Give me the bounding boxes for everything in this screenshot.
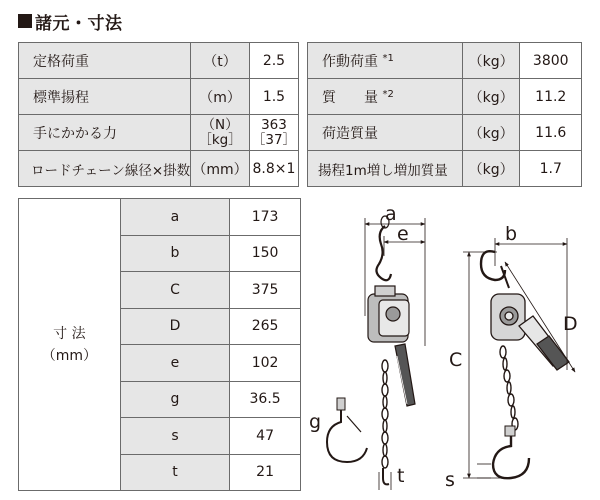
dimension-label: D — [120, 308, 229, 345]
dimension-value: 265 — [230, 308, 301, 345]
spec-row — [19, 79, 299, 115]
spec-row — [19, 43, 299, 79]
spec-row — [308, 79, 582, 115]
dimension-label: b — [120, 235, 229, 272]
spec-label: 定格荷重 — [19, 43, 191, 79]
dimension-title: 寸 法 — [53, 325, 86, 342]
spec-unit: （kg） — [462, 151, 520, 187]
front-view-hoist-icon — [368, 216, 415, 484]
spec-unit: （kg） — [462, 115, 520, 151]
spec-value: 11.6 — [520, 115, 582, 151]
dimension-label-D: D — [563, 313, 578, 335]
dimension-header — [19, 199, 121, 491]
dimension-value: 375 — [230, 272, 301, 309]
dimension-value: 47 — [230, 418, 301, 455]
dimension-label: t — [120, 454, 229, 491]
spec-label: ロードチェーン線径×掛数 — [19, 151, 191, 187]
spec-value-line1: 363 — [261, 116, 287, 133]
dimension-label-g: g — [309, 411, 322, 433]
spec-row — [308, 115, 582, 151]
spec-label: 手にかかる力 — [19, 115, 191, 151]
spec-row — [19, 115, 299, 151]
dimension-label-C: C — [449, 349, 463, 371]
spec-row — [19, 151, 299, 187]
heading-title: 諸元・寸法 — [35, 13, 123, 34]
dimension-label-s: s — [445, 469, 455, 491]
spec-unit: （mm） — [191, 151, 250, 187]
spec-value: 8.8×1 — [249, 151, 298, 187]
spec-unit: （t） — [191, 43, 250, 79]
dimension-unit: （mm） — [41, 347, 97, 364]
spec-value: 1.7 — [520, 151, 582, 187]
spec-unit: （kg） — [462, 43, 520, 79]
spec-label — [308, 43, 463, 79]
dimension-value: 36.5 — [230, 381, 301, 418]
spec-value: 2.5 — [249, 43, 298, 79]
spec-label: 標準揚程 — [19, 79, 191, 115]
dimension-value: 21 — [230, 454, 301, 491]
hook-detail-icon — [327, 398, 367, 462]
dimension-row — [19, 199, 301, 236]
spec-value — [249, 115, 298, 151]
dimension-value: 173 — [230, 199, 301, 236]
spec-unit: （m） — [191, 79, 250, 115]
spec-value: 3800 — [520, 43, 582, 79]
spec-value-line2: ［37］ — [251, 131, 297, 148]
spec-value: 1.5 — [249, 79, 298, 115]
spec-table-left — [18, 42, 299, 187]
dimension-value: 150 — [230, 235, 301, 272]
lever-hoist-diagram — [305, 196, 597, 496]
spec-label — [308, 79, 463, 115]
spec-label: 荷造質量 — [308, 115, 463, 151]
dimension-label-t: t — [397, 465, 405, 487]
spec-unit-line1: （N） — [201, 116, 239, 133]
dimension-label-b: b — [505, 223, 518, 245]
spec-row — [308, 43, 582, 79]
spec-row — [308, 151, 582, 187]
dimension-label: C — [120, 272, 229, 309]
spec-note: *1 — [382, 52, 394, 64]
dimension-table — [18, 198, 301, 491]
section-heading — [18, 8, 123, 34]
dimension-label-e: e — [397, 223, 409, 245]
spec-table-right — [307, 42, 582, 187]
spec-label: 揚程1m増し増加質量 — [308, 151, 463, 187]
dimension-label-a: a — [385, 203, 397, 225]
spec-unit — [191, 115, 250, 151]
t-dimension-lines — [379, 472, 391, 490]
spec-label-text: 作動荷重 — [322, 53, 378, 70]
spec-label-text: 質 量 — [322, 89, 378, 106]
dimension-label: s — [120, 418, 229, 455]
dimension-label: e — [120, 345, 229, 382]
heading-square-icon — [18, 14, 32, 28]
dimension-value: 102 — [230, 345, 301, 382]
spec-unit: （kg） — [462, 79, 520, 115]
spec-value: 11.2 — [520, 79, 582, 115]
spec-unit-line2: ［kg］ — [198, 131, 242, 148]
dimension-label: a — [120, 199, 229, 236]
spec-note: *2 — [382, 88, 394, 100]
dimension-label: g — [120, 381, 229, 418]
side-view-hoist-icon — [481, 251, 569, 478]
